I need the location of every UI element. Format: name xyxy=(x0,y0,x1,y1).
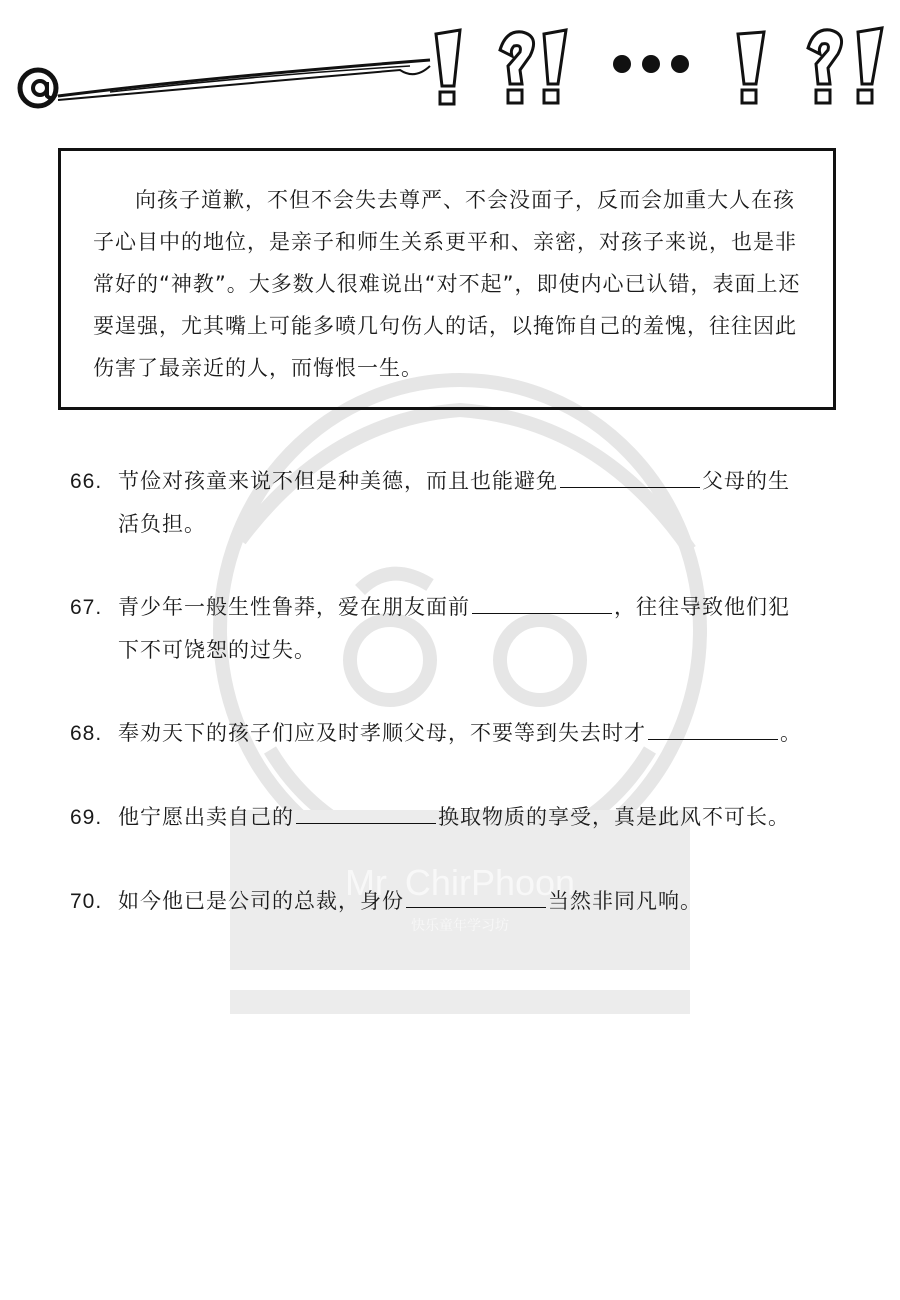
question-text-after: ，往往导致他们犯 xyxy=(614,595,790,619)
question-67 xyxy=(70,586,870,671)
question-text-after: 。 xyxy=(780,721,802,745)
question-68 xyxy=(70,712,870,755)
header-decoration xyxy=(0,0,900,125)
question-66 xyxy=(70,460,870,545)
passage-text: 向孩子道歉，不但不会失去尊严、不会没面子，反而会加重大人在孩子心目中的地位，是亲子和师生关系更平和、亲密，对孩子来说，也是非常好的“神教”。大多数人很难说出“对不起”，即使内心已认错，表面上还要逞强，尤其嘴上可能多喷几句伤人的话，以掩饰自己的羞愧，往往因此伤害了最亲近的人，而悔恨一生。 xyxy=(93,188,801,380)
question-text-before: 青少年一般生性鲁莽，爱在朋友面前 xyxy=(118,595,470,619)
question-70 xyxy=(70,880,870,923)
watermark xyxy=(130,330,790,1030)
question-text-after: 当然非同凡响。 xyxy=(548,889,702,913)
question-number: 70. xyxy=(70,890,103,913)
answer-blank[interactable] xyxy=(648,717,778,740)
answer-blank[interactable] xyxy=(560,465,700,488)
question-number: 69. xyxy=(70,806,103,829)
at-sign-icon xyxy=(20,70,56,106)
question-text-before: 他宁愿出卖自己的 xyxy=(118,805,294,829)
question-text-before: 如今他已是公司的总裁，身份 xyxy=(118,889,404,913)
question-text-after: 父母的生 xyxy=(702,469,790,493)
interrobang-icon xyxy=(500,30,566,103)
question-text-before: 奉劝天下的孩子们应及时孝顺父母，不要等到失去时才 xyxy=(118,721,646,745)
question-text-before: 节俭对孩童来说不但是种美德，而且也能避免 xyxy=(118,469,558,493)
exclamation-icon xyxy=(738,32,764,103)
watermark-tagline: 快乐童年学习坊 xyxy=(411,918,509,934)
answer-blank[interactable] xyxy=(472,591,612,614)
question-text-continuation: 下不可饶恕的过失。 xyxy=(118,638,316,662)
question-number: 66. xyxy=(70,470,103,493)
exclamation-icon xyxy=(436,30,460,104)
interrobang-icon xyxy=(808,28,882,103)
watermark-brand: Mr. ChirPhoon xyxy=(344,862,576,903)
answer-blank[interactable] xyxy=(296,801,436,824)
question-69 xyxy=(70,796,870,839)
question-text-continuation: 活负担。 xyxy=(118,512,206,536)
answer-blank[interactable] xyxy=(406,885,546,908)
question-number: 68. xyxy=(70,722,103,745)
ellipsis-icon xyxy=(613,55,689,73)
passage-box xyxy=(58,148,836,410)
question-number: 67. xyxy=(70,596,103,619)
question-text-after: 换取物质的享受，真是此风不可长。 xyxy=(438,805,790,829)
